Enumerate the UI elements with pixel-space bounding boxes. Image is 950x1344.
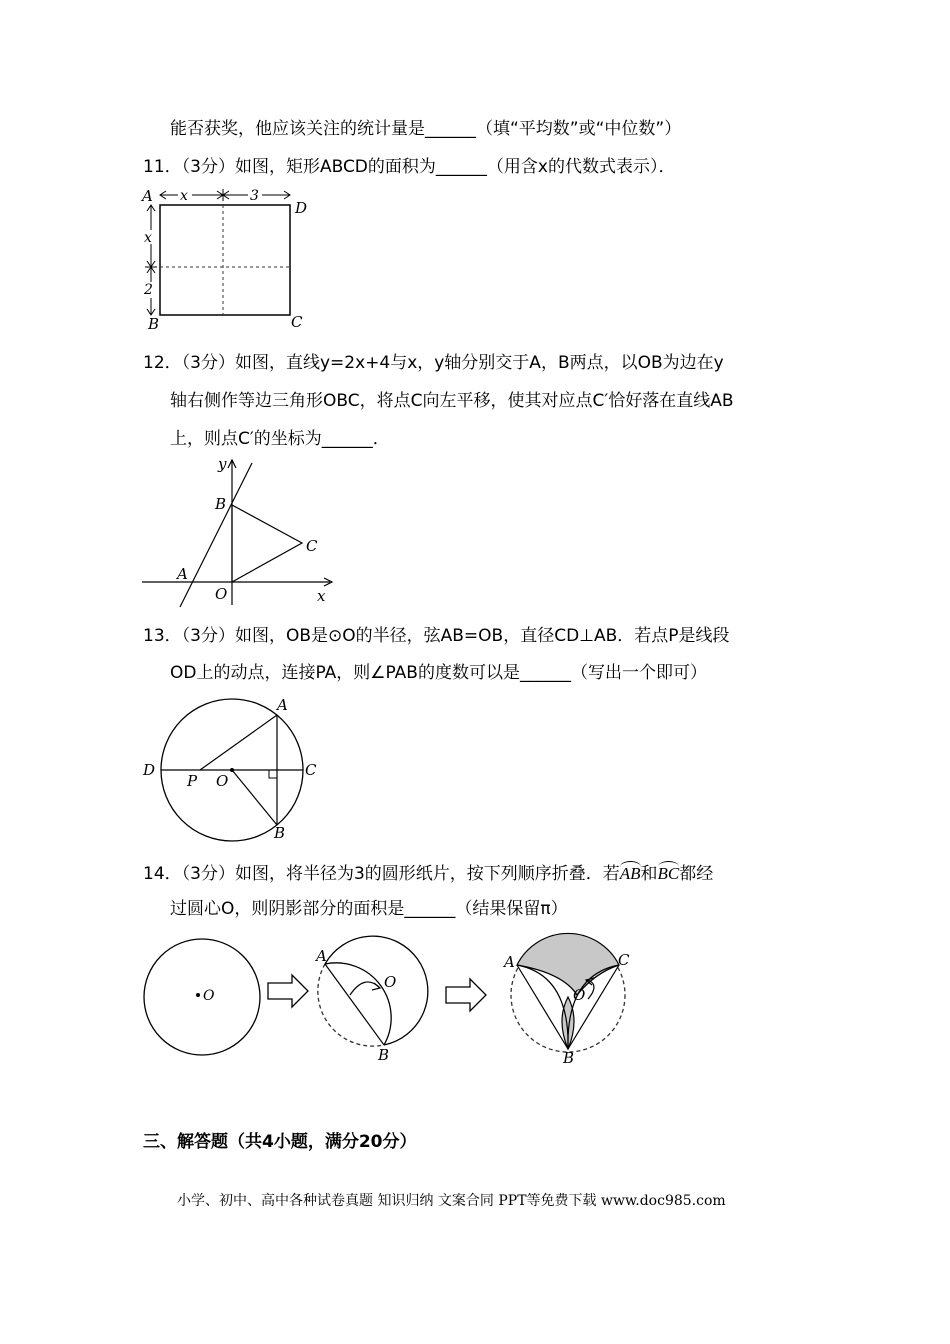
section-3-heading: 三、解答题（共4小题，满分20分） — [143, 1132, 417, 1152]
q13-text-1: 13．（3分）如图，OB是⊙O的半径，弦AB=OB，直径CD⊥AB．若点P是线段 — [143, 626, 730, 646]
label-x-left: x — [144, 230, 152, 246]
label-a: A — [142, 187, 153, 205]
label-b: B — [274, 824, 286, 842]
label-o3: O — [573, 986, 586, 1004]
label-d: D — [295, 199, 308, 217]
label-p: P — [187, 772, 198, 790]
label-b: B — [215, 495, 227, 513]
q14-figure — [140, 935, 650, 1070]
q14-circle-2 — [314, 936, 428, 1064]
arc-ab: AB — [620, 861, 641, 885]
label-o: O — [215, 585, 228, 603]
q13-text-2: OD上的动点，连接PA，则∠PAB的度数可以是______（写出一个即可） — [170, 663, 707, 683]
label-x: x — [317, 587, 326, 605]
label-o2: O — [384, 973, 397, 991]
q14-circle-1 — [144, 939, 260, 1055]
q12-text-2: 轴右侧作等边三角形OBC，将点C向左平移，使其对应点C′恰好落在直线AB — [170, 391, 734, 411]
label-o: O — [216, 772, 229, 790]
label-a3: A — [504, 953, 515, 971]
q13-figure — [140, 692, 330, 852]
q12-figure — [140, 455, 340, 615]
q14-text-2: 过圆心O，则阴影部分的面积是______（结果保留π） — [170, 899, 568, 919]
triangle-obc — [232, 505, 302, 582]
label-b: B — [148, 315, 160, 333]
footer-text: 小学、初中、高中各种试卷真题 知识归纳 文案合同 PPT等免费下载 www.doc985.com — [177, 1193, 726, 1209]
label-b3: B — [563, 1049, 575, 1067]
segment-pa — [200, 715, 277, 770]
q11-figure — [140, 185, 310, 335]
label-o1: O — [203, 988, 215, 1004]
label-c3: C — [618, 951, 630, 969]
arc-bc: BC — [658, 861, 680, 885]
q14-text-1c: 都经 — [679, 864, 714, 884]
label-x-top: x — [180, 188, 188, 204]
label-a: A — [177, 565, 188, 583]
label-c: C — [306, 537, 318, 555]
q14-circle-3 — [502, 933, 630, 1067]
rectangle-abcd — [160, 205, 290, 315]
label-y: y — [218, 455, 227, 473]
label-b2: B — [378, 1046, 390, 1064]
q14-text-1b: 和 — [640, 864, 658, 884]
q14-text-1a: 14．（3分）如图，将半径为3的圆形纸片，按下列顺序折叠．若 — [143, 864, 620, 884]
q14-text-1 — [143, 861, 713, 885]
label-2: 2 — [144, 282, 153, 298]
intro-line: 能否获奖，他应该关注的统计量是______（填“平均数”或“中位数”） — [170, 119, 682, 139]
label-3: 3 — [250, 188, 259, 204]
arrow-right-icon — [268, 975, 308, 1007]
q12-text-1: 12．（3分）如图，直线y=2x+4与x，y轴分别交于A，B两点，以OB为边在y — [143, 353, 724, 373]
q11-text: 11．（3分）如图，矩形ABCD的面积为______（用含x的代数式表示）． — [143, 157, 676, 177]
q12-text-3: 上，则点C′的坐标为______． — [170, 429, 390, 449]
arrow-right-icon — [446, 979, 486, 1011]
label-a: A — [277, 696, 288, 714]
label-d: D — [143, 761, 156, 779]
label-c: C — [305, 761, 317, 779]
label-c: C — [291, 313, 303, 331]
label-a2: A — [316, 947, 327, 965]
